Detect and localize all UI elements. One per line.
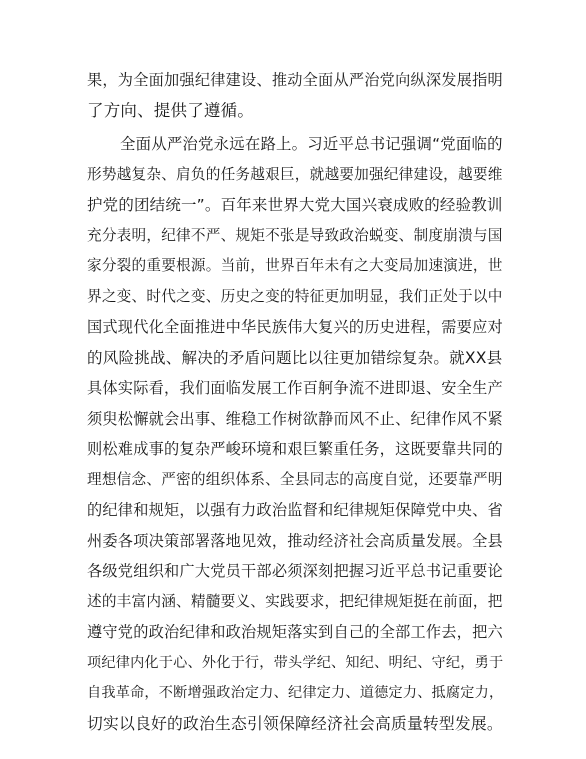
paragraph-line: 国式现代化全面推进中华民族伟大复兴的历史进程，需要应对 [87, 318, 503, 336]
paragraph-line: 充分表明，纪律不严、规矩不张是导致政治蜕变、制度崩溃与国 [87, 226, 503, 244]
paragraph-first-line: 全面从严治党永远在路上。习近平总书记强调“党面临的 [120, 135, 503, 153]
paragraph-main [87, 129, 507, 739]
paragraph-line: 述的丰富内涵、精髓要义、实践要求，把纪律规矩挺在前面，把 [87, 592, 503, 610]
paragraph-line: 的风险挑战、解决的矛盾问题比以往更加错综复杂。就XX县 [87, 348, 503, 367]
paragraph-line: 各级党组织和广大党员干部必须深刻把握习近平总书记重要论 [87, 562, 503, 580]
paragraph-line: 的纪律和规矩，以强有力政治监督和纪律规矩保障党中央、省 [87, 501, 503, 519]
paragraph-line: 家分裂的重要根源。当前，世界百年未有之大变局加速演进，世 [87, 257, 503, 274]
paragraph-line: 界之变、时代之变、历史之变的特征更加明显，我们正处于以中 [87, 287, 503, 305]
paragraph-line: 果，为全面加强纪律建设、推动全面从严治党向纵深发展指明 [87, 71, 503, 89]
paragraph-line: 遵守党的政治纪律和政治规矩落实到自己的全部工作去，把六 [87, 623, 503, 641]
paragraph-line: 项纪律内化于心、外化于行，带头学纪、知纪、明纪、守纪，勇于 [87, 654, 504, 671]
paragraph-line: 州委各项决策部署落地见效，推动经济社会高质量发展。全县 [87, 531, 503, 550]
paragraph-line: 切实以良好的政治生态引领保障经济社会高质量转型发展。 [87, 713, 503, 733]
paragraph-line: 护党的团结统一”。百年来世界大党大国兴衰成败的经验教训 [87, 196, 503, 214]
paragraph-line: 理想信念、严密的组织体系、全县同志的高度自觉，还要靠严明 [87, 470, 503, 488]
paragraph-line: 形势越复杂、肩负的任务越艰巨，就越要加强纪律建设，越要维 [87, 165, 503, 183]
paragraph-line: 自我革命，不断增强政治定力、纪律定力、道德定力、抵腐定力， [87, 685, 504, 701]
paragraph-continuation [87, 65, 507, 126]
paragraph-line: 具体实际看，我们面临发展工作百舸争流不进即退、安全生产 [87, 379, 503, 397]
paragraph-line: 则松难成事的复杂严峻环境和艰巨繁重任务，这既要靠共同的 [87, 440, 503, 458]
paragraph-line: 须臾松懈就会出事、维稳工作树欲静而风不止、纪律作风不紧 [87, 409, 503, 428]
paragraph-line: 了方向、提供了遵循。 [87, 100, 254, 120]
